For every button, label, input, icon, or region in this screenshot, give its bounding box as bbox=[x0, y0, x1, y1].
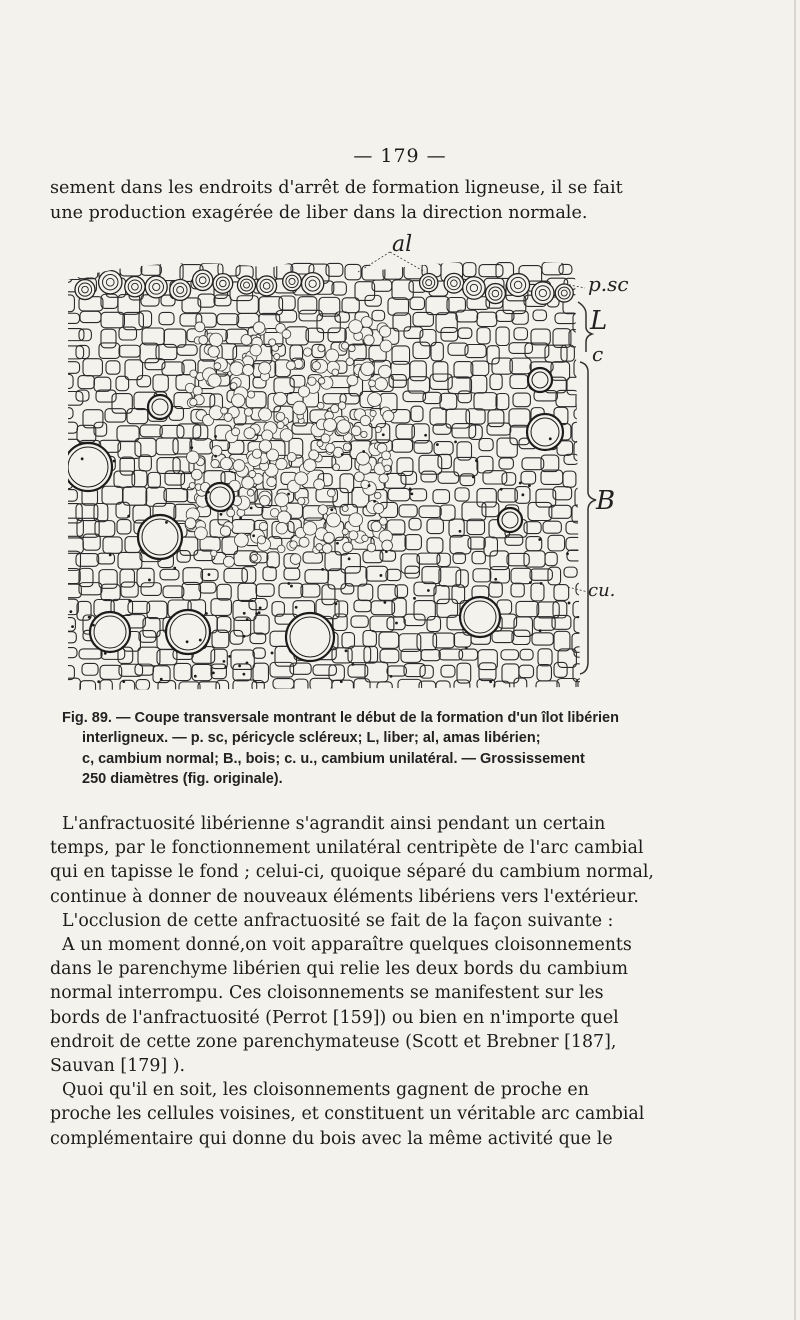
lumen-dot bbox=[113, 460, 116, 463]
liber-cell bbox=[185, 518, 196, 529]
lumen-dot bbox=[71, 625, 74, 628]
liber-cell bbox=[259, 362, 271, 374]
lumen-dot bbox=[409, 488, 412, 491]
label-L: L bbox=[590, 306, 608, 336]
liber-cell bbox=[370, 410, 376, 416]
caption-line: interligneux. — p. sc, péricycle scléreux; L, liber; al, amas libérien; bbox=[82, 730, 541, 747]
liber-cell bbox=[290, 541, 297, 548]
lumen-dot bbox=[69, 610, 72, 613]
liber-cell bbox=[375, 378, 388, 391]
lumen-dot bbox=[519, 482, 522, 485]
liber-cell bbox=[349, 531, 358, 540]
figure-89-micrograph bbox=[40, 232, 640, 702]
liber-cell bbox=[364, 335, 374, 345]
text-line: sement dans les endroits d'arrêt de formation ligneuse, il se fait bbox=[50, 178, 623, 198]
lumen-dot bbox=[383, 601, 386, 604]
lumen-dot bbox=[127, 515, 130, 518]
liber-cell bbox=[195, 322, 205, 332]
lumen-dot bbox=[220, 513, 223, 516]
liber-cell bbox=[287, 361, 296, 370]
liber-cell bbox=[312, 362, 320, 370]
lumen-dot bbox=[390, 675, 393, 678]
liber-cell bbox=[277, 421, 284, 428]
lumen-dot bbox=[321, 568, 324, 571]
lumen-dot bbox=[246, 662, 249, 665]
liber-cell bbox=[361, 362, 375, 376]
liber-cell bbox=[227, 509, 235, 517]
liber-cell bbox=[360, 415, 370, 425]
text-line: continue à donner de nouveaux éléments libériens vers l'extérieur. bbox=[50, 886, 639, 907]
liber-cell bbox=[220, 458, 232, 470]
liber-cell bbox=[368, 393, 382, 407]
lumen-dot bbox=[252, 534, 255, 537]
lumen-dot bbox=[336, 542, 339, 545]
lumen-dot bbox=[228, 655, 231, 658]
lumen-dot bbox=[351, 663, 354, 666]
liber-cell bbox=[361, 316, 372, 327]
lumen-dot bbox=[160, 678, 163, 681]
text-line: L'anfractuosité libérienne s'agrandit ainsi pendant un certain bbox=[62, 814, 606, 834]
liber-cell bbox=[232, 394, 245, 407]
liber-cell bbox=[317, 402, 324, 409]
text-line: complémentaire qui donne du bois avec la même activité que le bbox=[50, 1128, 613, 1149]
liber-cell bbox=[214, 363, 221, 370]
liber-cell bbox=[314, 479, 325, 490]
liber-cell bbox=[187, 451, 200, 464]
lumen-dot bbox=[214, 435, 217, 438]
liber-cell bbox=[211, 550, 217, 556]
lumen-dot bbox=[465, 646, 468, 649]
text-line: normal interrompu. Ces cloisonnements se manifestent sur les bbox=[50, 983, 604, 1004]
liber-cell bbox=[367, 543, 376, 552]
liber-cell bbox=[375, 426, 381, 432]
liber-cell bbox=[276, 522, 288, 534]
lumen-dot bbox=[334, 602, 337, 605]
lumen-dot bbox=[330, 508, 333, 511]
text-line: une production exagérée de liber dans la direction normale. bbox=[50, 202, 588, 223]
label-c: c bbox=[592, 342, 604, 366]
liber-cell bbox=[278, 511, 291, 524]
liber-cell bbox=[318, 345, 325, 352]
liber-cell bbox=[244, 428, 255, 439]
caption-line: Fig. 89. — Coupe transversale montrant le début de la formation d'un îlot libérien bbox=[62, 710, 619, 726]
liber-cell bbox=[195, 527, 208, 540]
liber-cell bbox=[193, 386, 202, 395]
label-psc: p.sc bbox=[588, 272, 629, 296]
liber-cell bbox=[343, 542, 353, 552]
text-line: bords de l'anfractuosité (Perrot [159]) ou bien en n'importe quel bbox=[50, 1007, 619, 1028]
vessel bbox=[166, 610, 210, 654]
lumen-dot bbox=[529, 581, 532, 584]
liber-cell bbox=[351, 426, 361, 436]
lumen-dot bbox=[205, 612, 208, 615]
liber-cell bbox=[316, 544, 323, 551]
liber-cell bbox=[250, 344, 262, 356]
lumen-dot bbox=[186, 640, 189, 643]
liber-cell bbox=[298, 497, 305, 504]
label-B: B bbox=[596, 486, 616, 516]
liber-cell bbox=[382, 540, 393, 551]
lumen-dot bbox=[413, 597, 416, 600]
liber-cell bbox=[327, 513, 341, 527]
lumen-dot bbox=[539, 629, 542, 632]
lumen-dot bbox=[290, 585, 293, 588]
liber-cell bbox=[230, 383, 237, 390]
liber-cell bbox=[362, 535, 369, 542]
liber-cell bbox=[321, 434, 330, 443]
lumen-dot bbox=[475, 459, 478, 462]
liber-cell bbox=[190, 370, 197, 377]
label-al: al bbox=[392, 232, 413, 257]
lumen-dot bbox=[521, 493, 524, 496]
liber-cell bbox=[259, 522, 267, 530]
liber-cell bbox=[318, 505, 328, 515]
lumen-dot bbox=[128, 599, 131, 602]
liber-cell bbox=[189, 482, 195, 488]
lumen-dot bbox=[345, 649, 348, 652]
text-line: endroit de cette zone parenchymateuse (Scott et Brebner [187], bbox=[50, 1031, 617, 1052]
lumen-dot bbox=[459, 530, 462, 533]
liber-cell bbox=[308, 377, 316, 385]
liber-cell bbox=[233, 460, 245, 472]
vessel bbox=[64, 443, 112, 491]
caption-line: 250 diamètres (fig. originale). bbox=[82, 770, 283, 787]
text-line: A un moment donné,on voit apparaître quelques cloisonnements bbox=[62, 935, 632, 956]
lumen-dot bbox=[395, 622, 398, 625]
text-line: proche les cellules voisines, et constituent un véritable arc cambial bbox=[50, 1104, 645, 1125]
lumen-dot bbox=[258, 611, 261, 614]
lumen-dot bbox=[92, 624, 95, 627]
liber-cell bbox=[333, 464, 340, 471]
liber-cell bbox=[190, 399, 197, 406]
cross-section-drawing bbox=[40, 232, 640, 702]
lumen-dot bbox=[194, 675, 197, 678]
lumen-dot bbox=[255, 612, 258, 615]
caption-line: c, cambium normal; B., bois; c. u., cambium unilatéral. — Grossissement bbox=[82, 750, 585, 767]
lumen-dot bbox=[205, 497, 208, 500]
liber-cell bbox=[369, 380, 376, 387]
liber-cell bbox=[282, 330, 291, 339]
liber-cell bbox=[346, 358, 354, 366]
liber-cell bbox=[220, 526, 230, 536]
text-line: qui en tapisse le fond ; celui-ci, quoique séparé du cambium normal, bbox=[50, 862, 654, 883]
lumen-dot bbox=[348, 557, 351, 560]
liber-cell bbox=[276, 458, 287, 469]
lumen-dot bbox=[410, 492, 413, 495]
liber-cell bbox=[342, 529, 348, 535]
lumen-dot bbox=[424, 434, 427, 437]
liber-cell bbox=[299, 537, 309, 547]
liber-cell bbox=[349, 320, 363, 334]
lumen-dot bbox=[472, 476, 475, 479]
liber-cell bbox=[303, 522, 317, 536]
liber-cell bbox=[199, 336, 208, 345]
liber-cell bbox=[379, 326, 390, 337]
lumen-dot bbox=[104, 652, 107, 655]
lumen-dot bbox=[212, 671, 215, 674]
liber-cell bbox=[274, 392, 287, 405]
lumen-dot bbox=[454, 440, 457, 443]
lumen-dot bbox=[238, 665, 241, 668]
liber-cell bbox=[259, 440, 271, 452]
liber-cell bbox=[224, 413, 232, 421]
lumen-dot bbox=[208, 573, 211, 576]
lumen-dot bbox=[500, 488, 503, 491]
liber-cell bbox=[267, 477, 277, 487]
liber-cell bbox=[290, 554, 301, 565]
lumen-dot bbox=[540, 582, 543, 585]
lumen-dot bbox=[436, 443, 439, 446]
vessel bbox=[460, 597, 500, 637]
liber-cell bbox=[374, 503, 384, 513]
lumen-dot bbox=[88, 616, 91, 619]
lumen-dot bbox=[122, 680, 125, 683]
liber-cell bbox=[295, 472, 308, 485]
vessel bbox=[286, 613, 334, 661]
liber-cell bbox=[383, 411, 394, 422]
liber-cell bbox=[269, 339, 276, 346]
liber-cell bbox=[262, 430, 273, 441]
vessel bbox=[527, 414, 563, 450]
lumen-dot bbox=[81, 457, 84, 460]
liber-cell bbox=[274, 354, 280, 360]
liber-cell bbox=[209, 333, 222, 346]
lumen-dot bbox=[242, 673, 245, 676]
lumen-dot bbox=[199, 639, 202, 642]
liber-cell bbox=[374, 492, 381, 499]
liber-cell bbox=[221, 407, 228, 414]
figure-caption bbox=[62, 708, 628, 789]
liber-cell bbox=[309, 450, 319, 460]
liber-cell bbox=[211, 459, 219, 467]
lumen-dot bbox=[250, 507, 253, 510]
liber-cell bbox=[293, 401, 307, 415]
liber-cell bbox=[361, 431, 367, 437]
page-number: — 179 — bbox=[353, 145, 447, 167]
liber-cell bbox=[248, 391, 255, 398]
liber-cell bbox=[253, 322, 265, 334]
liber-cell bbox=[280, 429, 293, 442]
liber-cell bbox=[382, 451, 391, 460]
liber-cell bbox=[234, 533, 248, 547]
liber-cell bbox=[379, 517, 387, 525]
text-line: dans le parenchyme libérien qui relie les deux bords du cambium bbox=[50, 959, 628, 980]
lumen-dot bbox=[385, 550, 388, 553]
liber-cell bbox=[326, 349, 339, 362]
liber-cell bbox=[327, 489, 335, 497]
lumen-dot bbox=[243, 612, 246, 615]
lumen-dot bbox=[489, 680, 492, 683]
liber-cell bbox=[252, 449, 261, 458]
liber-cell bbox=[337, 420, 350, 433]
liber-cell bbox=[303, 348, 311, 356]
text-line: Quoi qu'il en soit, les cloisonnements gagnent de proche en bbox=[62, 1080, 589, 1101]
liber-cell bbox=[208, 374, 221, 387]
lumen-dot bbox=[207, 491, 210, 494]
vessel bbox=[138, 515, 182, 559]
liber-cell bbox=[324, 419, 337, 432]
liber-cell bbox=[332, 369, 339, 376]
liber-cell bbox=[260, 495, 270, 505]
liber-cell bbox=[338, 402, 346, 410]
lumen-dot bbox=[538, 538, 541, 541]
liber-cell bbox=[379, 365, 392, 378]
liber-cell bbox=[287, 452, 296, 461]
lumen-dot bbox=[566, 552, 569, 555]
liber-cell bbox=[356, 452, 369, 465]
liber-cell bbox=[298, 386, 309, 397]
liber-cell bbox=[348, 345, 355, 352]
liber-cell bbox=[232, 428, 240, 436]
liber-cell bbox=[243, 364, 254, 375]
lumen-dot bbox=[243, 635, 246, 638]
lumen-dot bbox=[239, 517, 242, 520]
liber-cell bbox=[343, 443, 351, 451]
liber-cell bbox=[223, 556, 234, 567]
lumen-dot bbox=[173, 567, 176, 570]
liber-cell bbox=[259, 408, 272, 421]
liber-cell bbox=[230, 362, 244, 376]
lumen-dot bbox=[549, 437, 552, 440]
lumen-dot bbox=[223, 660, 226, 663]
liber-cell bbox=[384, 465, 391, 472]
liber-cell bbox=[212, 446, 222, 456]
body-text bbox=[50, 812, 654, 1151]
intro-paragraph bbox=[50, 176, 626, 225]
page-edge bbox=[794, 0, 796, 1320]
liber-cell bbox=[247, 489, 254, 496]
lumen-dot bbox=[259, 606, 262, 609]
liber-cell bbox=[331, 405, 339, 413]
liber-cell bbox=[342, 342, 349, 349]
liber-cell bbox=[242, 477, 254, 489]
liber-cell bbox=[276, 412, 285, 421]
liber-cell bbox=[361, 480, 369, 488]
lumen-dot bbox=[362, 450, 365, 453]
text-line: L'occlusion de cette anfractuosité se fait de la façon suivante : bbox=[62, 910, 614, 931]
liber-cell bbox=[379, 474, 388, 483]
liber-cell bbox=[191, 469, 202, 480]
lumen-dot bbox=[287, 582, 290, 585]
lumen-dot bbox=[224, 666, 227, 669]
lumen-dot bbox=[287, 493, 290, 496]
lumen-dot bbox=[382, 433, 385, 436]
liber-cell bbox=[208, 346, 219, 357]
lumen-dot bbox=[97, 680, 100, 683]
liber-cell bbox=[318, 378, 325, 385]
liber-cell bbox=[244, 408, 252, 416]
liber-cell bbox=[354, 472, 364, 482]
lumen-dot bbox=[295, 606, 298, 609]
liber-cell bbox=[326, 443, 335, 452]
lumen-dot bbox=[246, 618, 249, 621]
lumen-dot bbox=[427, 589, 430, 592]
liber-cell bbox=[347, 375, 358, 386]
liber-cell bbox=[277, 545, 285, 553]
text-line: temps, par le fonctionnement unilatéral centripète de l'arc cambial bbox=[50, 838, 644, 859]
liber-cell bbox=[251, 555, 258, 562]
lumen-dot bbox=[528, 484, 531, 487]
liber-cell bbox=[380, 340, 392, 352]
lumen-dot bbox=[109, 554, 112, 557]
lumen-dot bbox=[148, 579, 151, 582]
liber-cell bbox=[324, 532, 335, 543]
lumen-dot bbox=[214, 455, 217, 458]
lumen-dot bbox=[165, 521, 168, 524]
liber-cell bbox=[275, 493, 289, 507]
label-cu: cu. bbox=[588, 580, 616, 601]
lumen-dot bbox=[340, 680, 343, 683]
liber-cell bbox=[342, 505, 348, 511]
lumen-dot bbox=[271, 652, 274, 655]
liber-cell bbox=[241, 335, 252, 346]
liber-cell bbox=[304, 459, 317, 472]
liber-cell bbox=[257, 536, 265, 544]
vessel bbox=[90, 612, 130, 652]
liber-cell bbox=[322, 544, 332, 554]
lumen-dot bbox=[568, 602, 571, 605]
lumen-dot bbox=[379, 574, 382, 577]
lumen-dot bbox=[190, 446, 193, 449]
lumen-dot bbox=[373, 500, 376, 503]
liber-cell bbox=[249, 470, 256, 477]
liber-cell bbox=[349, 513, 363, 527]
lumen-dot bbox=[368, 484, 371, 487]
lumen-dot bbox=[494, 578, 497, 581]
text-line: Sauvan [179] ). bbox=[50, 1056, 186, 1077]
lumen-dot bbox=[341, 453, 344, 456]
